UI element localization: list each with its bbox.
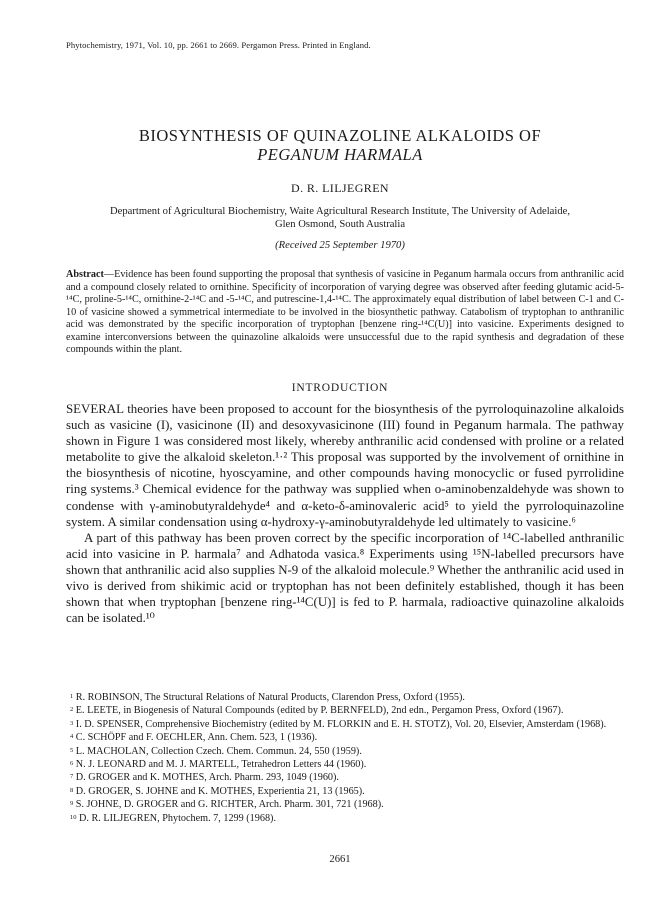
affiliation	[58, 205, 622, 231]
footnote-text: I. D. SPENSER, Comprehensive Biochemistry (edited by M. FLORKIN and E. H. STOTZ), Vol. 20, Elsevier, Amsterdam (1968).	[75, 718, 607, 730]
footnote	[66, 718, 624, 731]
footnote-text: S. JOHNE, D. GROGER and G. RICHTER, Arch. Pharm. 301, 721 (1968).	[75, 799, 384, 811]
abstract-label: Abstract	[66, 269, 104, 280]
paragraph-2: A part of this pathway has been proven correct by the specific incorporation of ¹⁴C-labelled anthranilic acid into vasicine in P. harmala⁷ and Adhatoda vasica.⁸ Experiments using ¹⁵N-labelled precursors have shown that anthranilic acid also supplies N-9 of the alkaloid molecule.⁹ Whether the anthranilic acid used in vivo is derived from shikimic acid or tryptophan has not been definitely established, though it has been shown that when tryptophan [benzene ring-¹⁴C(U)] is fed to P. harmala, radioactive quinazoline alkaloids can be isolated.¹⁰	[66, 530, 624, 626]
footnote-number: 2	[70, 706, 74, 714]
footnote-text: D. GROGER, S. JOHNE and K. MOTHES, Experientia 21, 13 (1965).	[75, 785, 365, 797]
abstract	[66, 269, 624, 357]
footnote	[66, 798, 624, 811]
footnote	[66, 812, 624, 825]
footnote-number: 8	[70, 786, 74, 794]
title-line-1: BIOSYNTHESIS OF QUINAZOLINE ALKALOIDS OF	[138, 126, 542, 145]
footnote-number: 9	[70, 800, 74, 808]
body-text	[66, 401, 624, 626]
footnote-text: D. R. LILJEGREN, Phytochem. 7, 1299 (1968).	[79, 812, 276, 824]
footnote-number: 7	[70, 773, 74, 781]
footnote	[66, 731, 624, 744]
footnotes	[66, 691, 624, 825]
abstract-text: —Evidence has been found supporting the proposal that synthesis of vasicine in Peganum harmala occurs from anthranilic acid and a compound closely related to ornithine. Specificity of incorporation of varying degree was observed after feeding glutamic acid-5-¹⁴C, proline-5-¹⁴C, ornithine-2-¹⁴C and -5-¹⁴C, and putrescine-1,4-¹⁴C. The approximately equal distribution of label between C-1 and C-10 of vasicine showed a symmetrical intermediate to be involved in the biosynthetic pathway. Catabolism of tryptophan to anthranilic acid was demonstrated by the specific incorporation of tryptophan [benzene ring-¹⁴C(U)] into vasicine. Experiments designed to examine interconversions between the quinazoline alkaloids were unsuccessful due to the rapid synthesis and degradation of these compounds within the plant.	[66, 269, 624, 355]
footnote-text: N. J. LEONARD and M. J. MARTELL, Tetrahedron Letters 44 (1960).	[75, 759, 367, 771]
footnote-number: 10	[70, 813, 77, 821]
footnote-text: C. SCHÖPF and F. OECHLER, Ann. Chem. 523, 1 (1936).	[75, 732, 318, 744]
footnote-number: 5	[70, 746, 74, 754]
affiliation-line-1: Department of Agricultural Biochemistry, Waite Agricultural Research Institute, The University of Adelaide,	[110, 206, 570, 217]
footnote	[66, 758, 624, 771]
paragraph-1: SEVERAL theories have been proposed to account for the biosynthesis of the pyrroloquinazoline alkaloids such as vasicine (I), vasicinone (II) and desoxyvasicinone (III) found in Peganum harmala. The pathway shown in Figure 1 was considered most likely, whereby anthranilic acid condensed with proline or a related metabolite to give the alkaloid skeleton.¹·² This proposal was supported by the involvement of ornithine in the biosynthesis of nicotine, hyoscyamine, and other compounds having monocyclic or fused pyrrolidine ring systems.³ Chemical evidence for the pathway was supplied when o-aminobenzaldehyde was shown to condense with γ-aminobutyraldehyde⁴ and α-keto-δ-aminovaleric acid⁵ to yield the pyrroloquinazoline system. A similar condensation using α-hydroxy-γ-aminobutyraldehyde led ultimately to vasicine.⁶	[66, 402, 624, 529]
journal-citation: Phytochemistry, 1971, Vol. 10, pp. 2661 to 2669. Pergamon Press. Printed in England.	[66, 40, 371, 50]
affiliation-line-2: Glen Osmond, South Australia	[274, 219, 406, 230]
footnote-number: 3	[70, 719, 74, 727]
footnote-text: R. ROBINSON, The Structural Relations of Natural Products, Clarendon Press, Oxford (1955).	[75, 692, 465, 703]
footnote	[66, 785, 624, 798]
footnote-number: 1	[70, 693, 74, 700]
footnote-number: 6	[70, 760, 74, 768]
footnote	[66, 704, 624, 717]
footnote-text: E. LEETE, in Biogenesis of Natural Compounds (edited by P. BERNFELD), 2nd edn., Pergamon Press, Oxford (1967).	[75, 705, 564, 717]
footnote	[66, 745, 624, 758]
footnote-number: 4	[70, 733, 74, 741]
author-name: D. R. LILJEGREN	[291, 181, 389, 195]
page-number: 2661	[329, 854, 351, 865]
article-title	[60, 126, 620, 164]
footnote	[66, 771, 624, 784]
footnote-text: D. GROGER and K. MOTHES, Arch. Pharm. 293, 1049 (1960).	[75, 772, 339, 784]
footnote-text: L. MACHOLAN, Collection Czech. Chem. Commun. 24, 550 (1959).	[75, 745, 362, 757]
received-date: (Received 25 September 1970)	[275, 240, 405, 251]
footnote	[66, 691, 624, 704]
title-line-2: PEGANUM HARMALA	[257, 145, 423, 164]
section-heading: INTRODUCTION	[291, 382, 389, 394]
